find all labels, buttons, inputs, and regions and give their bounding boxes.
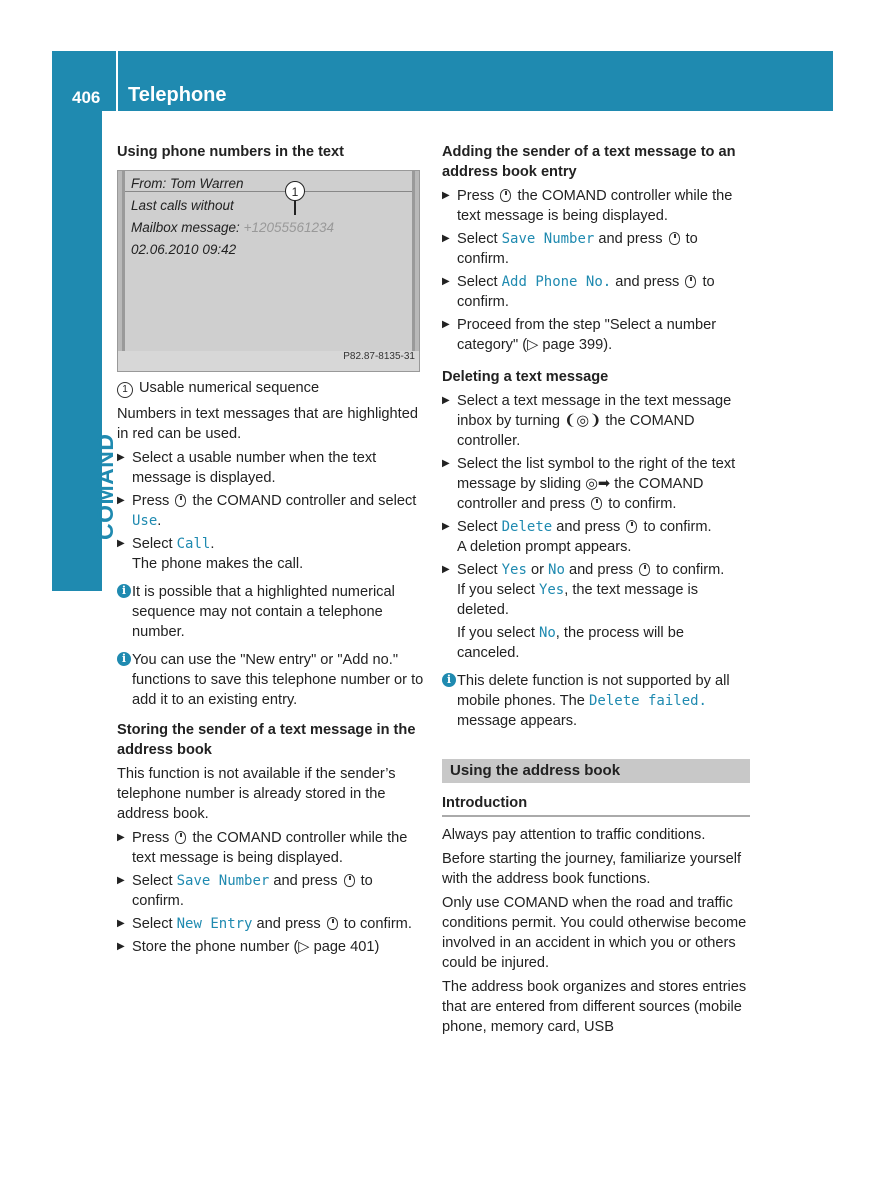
step-text: and press [256,916,321,932]
step-text: Select a usable number when the text message is displayed. [132,450,377,486]
step-text: Select [457,519,498,535]
paragraph: Always pay attention to traffic conditions. [442,827,706,843]
controller-press-icon [669,232,680,245]
step-item [442,391,750,451]
header-divider [116,51,118,111]
paragraph: Before starting the journey, familiarize yourself with the address book functions. [442,851,742,887]
arrow-bullet-icon: ▶ [442,276,450,287]
display-term: Call [176,536,211,552]
screen-mailbox [131,218,334,238]
subsection-heading: Introduction [442,793,750,817]
screen-from: From: Tom Warren [131,176,244,191]
step-text: the COMAND controller. [457,413,695,449]
arrow-bullet-icon: ▶ [117,918,125,929]
section-heading: Using phone numbers in the text [117,144,345,160]
arrow-bullet-icon: ▶ [117,495,125,506]
step-text: and press [598,231,663,247]
step-text: to confirm. [608,496,677,512]
step-text: or [530,562,544,578]
step-item [117,914,427,934]
page-number: 406 [72,88,101,107]
screen-line: Last calls without [131,198,234,213]
step-item [442,229,750,269]
step-text: Proceed from the step "Select a number category" (▷ page 399). [457,317,717,353]
step-result: If you select [457,582,535,598]
screen-mailbox-label: Mailbox message: [131,220,240,235]
info-note [117,650,427,710]
step-item [442,454,750,514]
arrow-bullet-icon: ▶ [442,233,450,244]
section-heading: Adding the sender of a text message to an address book entry [442,144,736,180]
step-text: and press [273,873,338,889]
display-term: Yes [501,562,527,578]
paragraph: The address book organizes and stores entries that are entered from different sources (mobile phone, memory card, USB [442,979,747,1035]
step-item [442,186,750,226]
callout-number: 1 [117,382,133,398]
step-result: , the process will be canceled. [457,625,684,661]
screen-date: 02.06.2010 09:42 [131,242,237,257]
step-text: Store the phone number (▷ page 401) [132,939,380,955]
step-text: Press [132,830,170,846]
step-text: Select a text message in the text message inbox by turning [457,393,732,429]
arrow-bullet-icon: ▶ [442,521,450,532]
paragraph: Only use COMAND when the road and traffic conditions permit. You could otherwise become involved in an accident in which you or others could be injured. [442,895,747,971]
controller-press-icon [327,917,338,930]
screen-image [117,170,420,372]
step-text: Select [457,562,498,578]
step-item: ▶ Press the COMAND controller and select Use. [117,493,417,529]
arrow-bullet-icon: ▶ [117,941,125,952]
controller-press-icon [685,275,696,288]
step-text: Press [132,493,170,509]
section-heading: Storing the sender of a text message in the address book [117,722,416,758]
step-text: to confirm. [132,873,373,909]
screen-mailbox-number: +12055561234 [243,220,335,235]
step-text: Select [132,536,173,552]
page-title: Telephone [128,84,227,106]
step-item [117,828,427,868]
controller-press-icon [639,563,650,576]
info-icon: i [117,652,131,666]
step-item [442,272,750,312]
step-text: Press [457,188,495,204]
step-item [117,937,427,957]
step-text: Select [457,274,498,290]
controller-press-icon [626,520,637,533]
display-term: Save Number [176,873,270,889]
controller-press-icon [591,497,602,510]
step-text: the COMAND controller and press [457,476,704,512]
display-term: No [538,625,556,641]
step-text: to confirm. [457,231,698,267]
callout-stem [294,201,296,215]
controller-press-icon [344,874,355,887]
step-text: the COMAND controller and select [192,493,417,509]
step-item: ▶ Select Call. The phone makes the call. [117,536,304,572]
info-icon: i [117,584,131,598]
arrow-bullet-icon: ▶ [442,319,450,330]
screen-display [122,171,415,351]
paragraph: This function is not available if the sender’s telephone number is already stored in the address book. [117,766,396,822]
display-term: New Entry [176,916,253,932]
step-text: Select [132,916,173,932]
arrow-bullet-icon: ▶ [117,832,125,843]
info-note [117,582,427,642]
arrow-bullet-icon: ▶ [117,452,125,463]
step-item [442,315,750,355]
info-text: This delete function is not supported by all mobile phones. The [457,673,730,709]
step-result: , the text message is deleted. [457,582,699,618]
left-column [117,142,427,960]
arrow-bullet-icon: ▶ [442,564,450,575]
step-item [442,517,750,557]
display-term: Add Phone No. [501,274,612,290]
arrow-bullet-icon: ▶ [442,458,450,469]
turn-controller-icon: ❨◎❩ [564,413,602,429]
step-text: Select [132,873,173,889]
step-text: to confirm. [343,916,412,932]
step-text: to confirm. [457,274,715,310]
callout-legend [117,378,427,398]
info-icon: i [442,673,456,687]
display-term: Delete failed. [588,693,707,709]
page-header [52,51,833,111]
step-text: the COMAND controller while the text message is being displayed. [457,188,733,224]
step-text: and press [615,274,680,290]
step-result-block [457,623,750,663]
info-note [442,671,750,731]
step-item [117,871,427,911]
step-item [117,448,427,488]
step-text: Select the list symbol to the right of the text message by sliding [457,456,736,492]
step-result: A deletion prompt appears. [457,539,632,555]
step-result: The phone makes the call. [132,556,304,572]
info-text: message appears. [457,713,578,729]
display-term: Delete [501,519,553,535]
display-term: Yes [538,582,565,598]
step-item [442,560,750,663]
right-column [442,142,750,1041]
paragraph: Numbers in text messages that are highlighted in red can be used. [117,406,418,442]
display-term: Save Number [501,231,595,247]
arrow-bullet-icon: ▶ [442,395,450,406]
step-text: the COMAND controller while the text message is being displayed. [132,830,408,866]
image-reference: P82.87-8135-31 [343,351,415,362]
arrow-bullet-icon: ▶ [117,538,125,549]
info-text: It is possible that a highlighted numerical sequence may not contain a telephone number. [132,584,395,640]
side-tab-label: COMAND [92,433,118,540]
section-heading: Deleting a text message [442,369,609,385]
step-text: and press [568,562,634,578]
step-text: Select [457,231,498,247]
callout-marker: 1 [285,181,305,201]
step-text: to confirm. [656,562,725,578]
display-term: No [548,562,565,578]
info-text: You can use the "New entry" or "Add no." functions to save this telephone number or to add it to an existing entry. [132,652,424,708]
section-title-bar: Using the address book [442,759,750,783]
callout-text: Usable numerical sequence [139,380,320,396]
step-text: and press [556,519,621,535]
slide-controller-icon: ◎➡ [585,476,611,492]
controller-press-icon [500,189,511,202]
display-term: Use [132,513,158,529]
controller-press-icon [175,831,186,844]
step-text: to confirm. [643,519,712,535]
controller-press-icon [175,494,186,507]
arrow-bullet-icon: ▶ [117,875,125,886]
step-result: If you select [457,625,535,641]
arrow-bullet-icon: ▶ [442,190,450,201]
